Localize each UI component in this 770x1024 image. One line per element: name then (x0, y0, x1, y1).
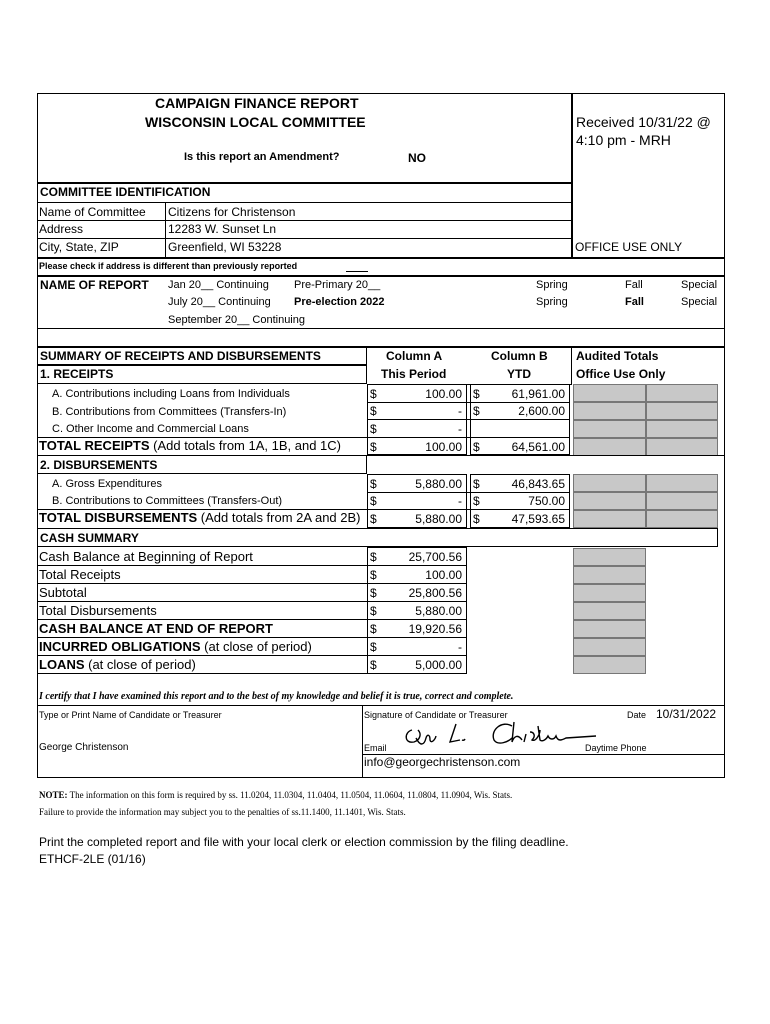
divider (37, 619, 367, 620)
incurred-value: - (458, 640, 462, 654)
divider (37, 601, 367, 602)
divider (37, 455, 725, 456)
divider (37, 437, 367, 438)
dollar-sign: $ (370, 622, 377, 636)
report-name-label: NAME OF REPORT (40, 278, 149, 292)
audit-cell (573, 474, 646, 492)
cash-disb-label: Total Disbursements (39, 603, 157, 618)
divider (37, 637, 367, 638)
receipt-1c-col-a: - (458, 422, 462, 436)
dollar-sign: $ (473, 387, 480, 401)
cash-receipts-value: 100.00 (425, 568, 462, 582)
cash-receipts-label: Total Receipts (39, 567, 121, 582)
amendment-question: Is this report an Amendment? (184, 151, 340, 163)
dollar-sign: $ (473, 512, 480, 526)
dollar-sign: $ (370, 387, 377, 401)
note-label: NOTE: (39, 790, 68, 800)
column-a-subheading: This Period (381, 367, 447, 381)
office-use-divider (571, 93, 573, 258)
divider (37, 182, 572, 184)
divider (37, 655, 367, 656)
audit-cell (646, 474, 718, 492)
incurred-bold: INCURRED OBLIGATIONS (39, 639, 201, 654)
report-option-spring-2[interactable]: Spring (536, 296, 568, 308)
dollar-sign: $ (370, 568, 377, 582)
cash-end-label: CASH BALANCE AT END OF REPORT (39, 621, 273, 636)
audited-totals-heading: Audited Totals (576, 349, 659, 363)
address-check-blank[interactable] (346, 271, 368, 272)
disb-2b-label: B. Contributions to Committees (Transfers-Out) (52, 495, 283, 507)
dollar-sign: $ (370, 604, 377, 618)
audit-cell (573, 492, 646, 510)
receipts-heading: 1. RECEIPTS (40, 367, 114, 381)
committee-heading: COMMITTEE IDENTIFICATION (40, 185, 211, 199)
audit-cell (573, 584, 646, 602)
disbursements-heading: 2. DISBURSEMENTS (40, 458, 158, 472)
divider (37, 275, 725, 277)
divider (37, 583, 367, 584)
total-disb-col-b: 47,593.65 (511, 512, 565, 526)
loans-note: (at close of period) (84, 657, 196, 672)
dollar-sign: $ (370, 586, 377, 600)
address-label: Address (39, 222, 84, 236)
date-label: Date (627, 710, 647, 720)
disb-2a-label: A. Gross Expenditures (52, 478, 163, 490)
office-use-label: OFFICE USE ONLY (575, 240, 683, 254)
divider (367, 402, 570, 403)
receipt-1c-label: C. Other Income and Commercial Loans (52, 423, 249, 435)
signature-image (400, 716, 600, 750)
audit-cell (646, 384, 718, 402)
incurred-label (39, 639, 312, 654)
city-label: City, State, ZIP (39, 240, 119, 254)
cash-summary-heading: CASH SUMMARY (40, 531, 139, 545)
divider (367, 583, 467, 584)
cash-subtotal-label: Subtotal (39, 585, 87, 600)
divider (37, 509, 367, 510)
divider (571, 346, 572, 384)
address-check-note: Please check if address is different than previously reported (39, 261, 298, 271)
city-value: Greenfield, WI 53228 (168, 240, 282, 254)
dollar-sign: $ (370, 404, 377, 418)
receipt-1b-col-b: 2,600.00 (518, 404, 565, 418)
divider (37, 565, 367, 566)
column-b-heading: Column B (491, 349, 548, 363)
certify-statement: I certify that I have examined this report and to the best of my knowledge and belief it is true, correct and complete. (39, 691, 514, 702)
incurred-note: (at close of period) (200, 639, 312, 654)
divider (37, 257, 725, 259)
total-disb-col-a: 5,880.00 (415, 512, 462, 526)
divider (37, 202, 572, 203)
dollar-sign: $ (370, 658, 377, 672)
column-a-heading: Column A (386, 349, 443, 363)
divider (37, 705, 725, 706)
dollar-sign: $ (370, 422, 377, 436)
cash-end-value: 19,920.56 (408, 622, 462, 636)
loans-bold: LOANS (39, 657, 85, 672)
name-field-label: Type or Print Name of Candidate or Treasurer (39, 710, 222, 720)
audit-cell (573, 638, 646, 656)
note-line-1 (39, 790, 512, 800)
email-value[interactable]: info@georgechristenson.com (364, 755, 521, 769)
divider (367, 419, 570, 420)
divider (367, 637, 467, 638)
audit-cell (646, 438, 718, 456)
dollar-sign: $ (370, 477, 377, 491)
audit-cell (646, 402, 718, 420)
disb-2b-col-b: 750.00 (528, 494, 565, 508)
audit-cell (573, 510, 646, 528)
name-field-value[interactable]: George Christenson (39, 742, 129, 753)
receipt-1b-label: B. Contributions from Committees (Transfers-In) (52, 406, 287, 418)
dollar-sign: $ (473, 440, 480, 454)
dollar-sign: $ (473, 404, 480, 418)
divider (367, 509, 570, 510)
audit-cell (573, 656, 646, 674)
cash-disb-value: 5,880.00 (415, 604, 462, 618)
cash-begin-label: Cash Balance at Beginning of Report (39, 549, 253, 564)
audit-cell (573, 566, 646, 584)
form-subtitle: WISCONSIN LOCAL COMMITTEE (145, 114, 366, 130)
divider (37, 220, 572, 221)
audit-cell (573, 420, 646, 438)
address-value: 12283 W. Sunset Ln (168, 222, 277, 236)
receipt-1a-col-b: 61,961.00 (511, 387, 565, 401)
total-disb-bold: TOTAL DISBURSEMENTS (39, 510, 198, 525)
dollar-sign: $ (370, 640, 377, 654)
receipt-1a-label: A. Contributions including Loans from Individuals (52, 388, 290, 400)
signature-label: Signature of Candidate or Treasurer (364, 710, 508, 720)
dollar-sign: $ (473, 494, 480, 508)
divider (37, 238, 572, 239)
total-receipts-col-b: 64,561.00 (511, 440, 565, 454)
total-disb-label (39, 510, 361, 525)
cash-heading-box (37, 528, 718, 547)
report-option-spring[interactable]: Spring (536, 279, 568, 291)
audit-cell (646, 420, 718, 438)
committee-name-label: Name of Committee (39, 205, 146, 219)
total-receipts-note: (Add totals from 1A, 1B, and 1C) (149, 438, 341, 453)
disb-2b-col-a: - (458, 494, 462, 508)
cash-subtotal-value: 25,800.56 (408, 586, 462, 600)
audit-cell (573, 620, 646, 638)
report-option-jan[interactable]: Jan 20__ Continuing (168, 279, 269, 291)
total-receipts-col-a: 100.00 (425, 440, 462, 454)
divider (367, 437, 570, 438)
disb-2a-col-b: 46,843.65 (511, 477, 565, 491)
divider (362, 705, 363, 778)
dollar-sign: $ (370, 512, 377, 526)
report-option-july[interactable]: July 20__ Continuing (168, 296, 271, 308)
divider (367, 601, 467, 602)
dollar-sign: $ (370, 440, 377, 454)
divider (367, 619, 467, 620)
report-option-fall-2[interactable]: Fall (625, 296, 644, 308)
form-title: CAMPAIGN FINANCE REPORT (155, 95, 359, 111)
total-receipts-label (39, 438, 341, 453)
committee-name-value: Citizens for Christenson (168, 205, 296, 219)
report-option-special-2[interactable]: Special (681, 296, 718, 308)
note-text: The information on this form is required by ss. 11.0204, 11.0304, 11.0404, 11.0504, 11.0604, 11.0804, 11.0904, Wis. Stats. (67, 790, 513, 800)
divider (367, 565, 467, 566)
date-value[interactable]: 10/31/2022 (656, 707, 717, 721)
audit-cell (573, 438, 646, 456)
received-stamp: Received 10/31/22 @ 4:10 pm - MRH (576, 114, 711, 148)
audit-cell (646, 510, 718, 528)
divider (165, 202, 166, 257)
report-option-fall[interactable]: Fall (625, 279, 643, 291)
report-option-september[interactable]: September 20__ Continuing (168, 314, 305, 326)
email-label: Email (364, 743, 387, 753)
office-use-only-heading: Office Use Only (576, 367, 666, 381)
amendment-answer: NO (408, 151, 426, 165)
audit-cell (573, 548, 646, 566)
summary-heading: SUMMARY OF RECEIPTS AND DISBURSEMENTS (40, 349, 321, 363)
column-b-subheading: YTD (507, 367, 531, 381)
receipt-1b-col-a: - (458, 404, 462, 418)
loans-value: 5,000.00 (415, 658, 462, 672)
loans-label (39, 657, 196, 672)
divider (367, 655, 467, 656)
report-option-special[interactable]: Special (681, 279, 718, 291)
report-option-preprimary[interactable]: Pre-Primary 20__ (294, 279, 381, 291)
audit-cell (646, 492, 718, 510)
dollar-sign: $ (370, 494, 377, 508)
divider (367, 492, 570, 493)
total-receipts-bold: TOTAL RECEIPTS (39, 438, 150, 453)
divider (37, 328, 725, 329)
form-id: ETHCF-2LE (01/16) (39, 852, 146, 866)
print-instructions: Print the completed report and file with your local clerk or election commission by the filing deadline. (39, 835, 569, 849)
phone-label: Daytime Phone (585, 743, 647, 753)
report-option-preelection[interactable]: Pre-election 2022 (294, 296, 385, 308)
cash-begin-value: 25,700.56 (408, 550, 462, 564)
audit-cell (573, 384, 646, 402)
note-line-2: Failure to provide the information may subject you to the penalties of ss.11.1400, 11.1401, Wis. Stats. (39, 807, 406, 817)
audit-cell (573, 602, 646, 620)
receipt-1a-col-a: 100.00 (425, 387, 462, 401)
audit-cell (573, 402, 646, 420)
divider (37, 673, 367, 674)
disb-2a-col-a: 5,880.00 (415, 477, 462, 491)
dollar-sign: $ (473, 477, 480, 491)
total-disb-note: (Add totals from 2A and 2B) (197, 510, 361, 525)
dollar-sign: $ (370, 550, 377, 564)
